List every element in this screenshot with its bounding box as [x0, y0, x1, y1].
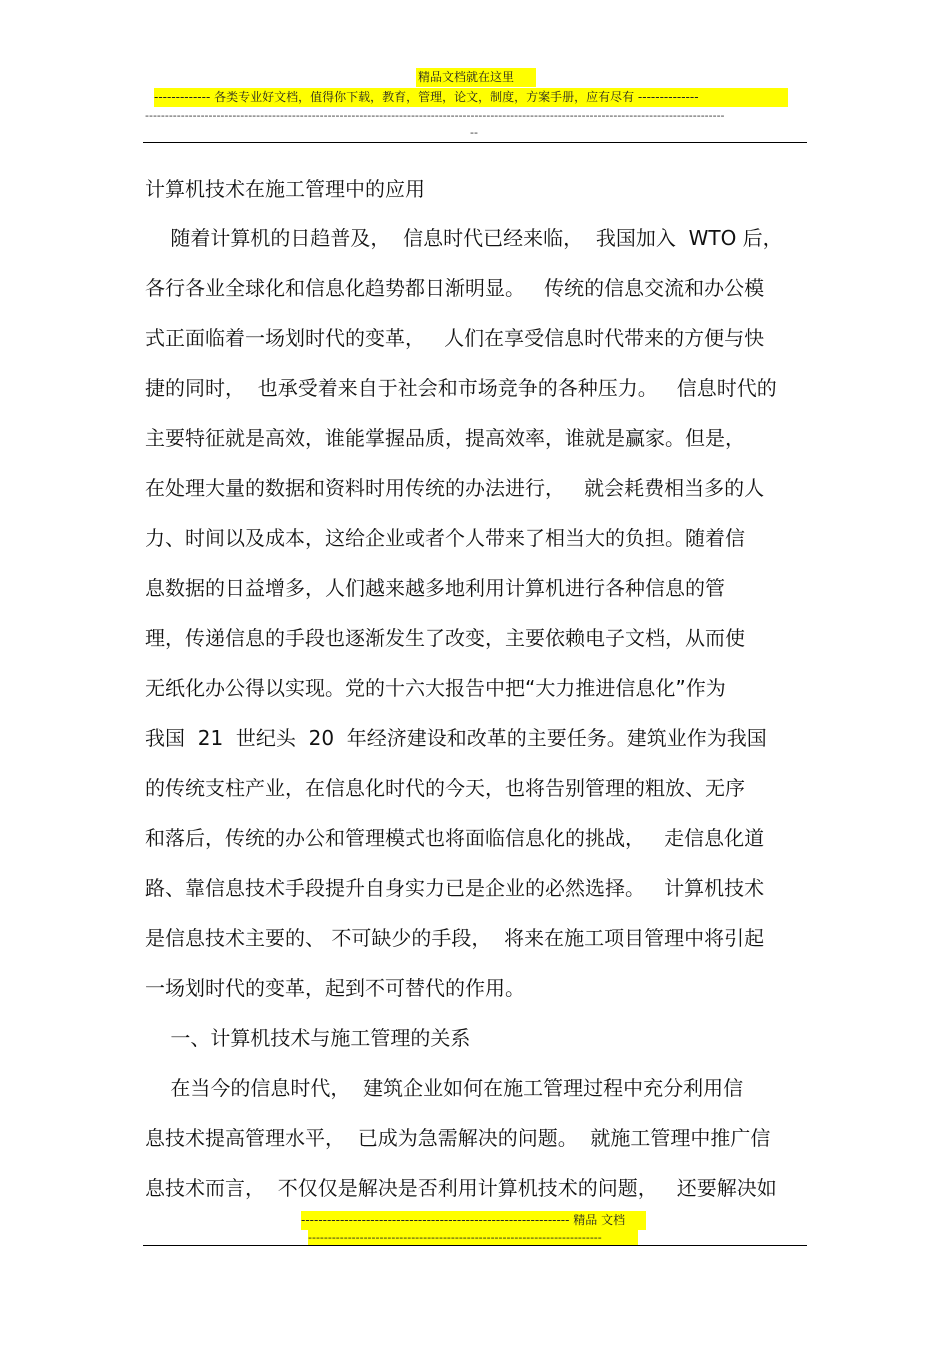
body-line: 随着计算机的日趋普及， 信息时代已经来临， 我国加入 WTO 后，	[145, 226, 783, 250]
body-line: 在当今的信息时代， 建筑企业如何在施工管理过程中充分利用信	[145, 1076, 744, 1100]
body-line: 和落后，传统的办公和管理模式也将面临信息化的挑战， 走信息化道	[145, 826, 765, 850]
body-line: 理，传递信息的手段也逐渐发生了改变，主要依赖电子文档，从而使	[145, 626, 745, 650]
body-line: 捷的同时， 也承受着来自于社会和市场竞争的各种压力。 信息时代的	[145, 376, 777, 400]
document-title: 计算机技术在施工管理中的应用	[145, 177, 425, 201]
footer-rule	[143, 1245, 807, 1246]
body-line: 是信息技术主要的、 不可缺少的手段， 将来在施工项目管理中将引起	[145, 926, 765, 950]
body-line: 一场划时代的变革，起到不可替代的作用。	[145, 976, 525, 1000]
header-banner-tagline: ------------- 各类专业好文档，值得你下载，教育，管理，论文，制度，方案手册，应有尽有 --------------	[154, 88, 788, 107]
body-line: 我国 21 世纪头 20 年经济建设和改革的主要任务。建筑业作为我国	[145, 726, 767, 750]
section-heading: 一、计算机技术与施工管理的关系	[145, 1026, 471, 1050]
body-line: 各行各业全球化和信息化趋势都日渐明显。 传统的信息交流和办公模	[145, 276, 765, 300]
header-dash-line: --------------------------------------------------------------------------------------------------------------------------------------------------	[145, 109, 725, 122]
body-line: 息数据的日益增多，人们越来越多地利用计算机进行各种信息的管	[145, 576, 725, 600]
body-line: 息技术提高管理水平， 已成为急需解决的问题。 就施工管理中推广信	[145, 1126, 771, 1150]
header-dash-tail: --	[470, 126, 478, 139]
footer-banner-dashes: --------------------------------------------------------------------------	[308, 1230, 638, 1245]
body-line: 息技术而言， 不仅仅是解决是否利用计算机技术的问题， 还要解决如	[145, 1176, 777, 1200]
body-line: 的传统支柱产业，在信息化时代的今天，也将告别管理的粗放、无序	[145, 776, 745, 800]
body-line: 路、靠信息技术手段提升自身实力已是企业的必然选择。 计算机技术	[145, 876, 765, 900]
body-line: 无纸化办公得以实现。党的十六大报告中把“大力推进信息化”作为	[145, 676, 726, 700]
body-line: 力、时间以及成本，这给企业或者个人带来了相当大的负担。随着信	[145, 526, 745, 550]
footer-banner: -------------------------------------------------------------- 精品 文档	[301, 1211, 646, 1230]
header-rule	[143, 142, 807, 143]
body-line: 主要特征就是高效，谁能掌握品质，提高效率，谁就是赢家。但是，	[145, 426, 745, 450]
body-line: 式正面临着一场划时代的变革， 人们在享受信息时代带来的方便与快	[145, 326, 765, 350]
header-banner-title: 精品文档就在这里	[416, 68, 536, 87]
body-line: 在处理大量的数据和资料时用传统的办法进行， 就会耗费相当多的人	[145, 476, 765, 500]
